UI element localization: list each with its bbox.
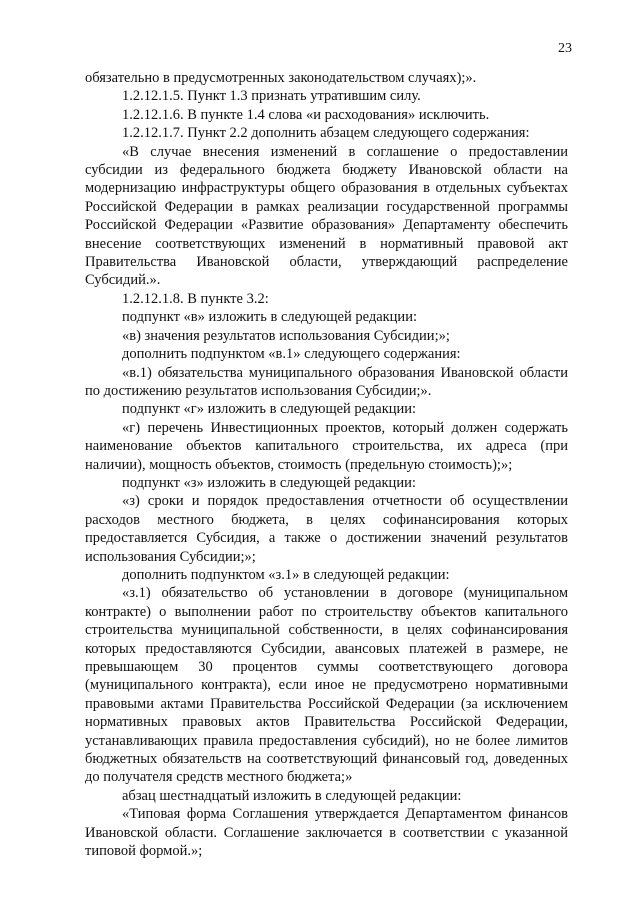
paragraph: «В случае внесения изменений в соглашение о предоставлении субсидии из федерального бюджета бюджету Ивановской области на модернизацию инфраструктуры общего образования в отдельных субъектах Российской Федерации в рамках реализации государственной программы Российской Федерации «Развитие образования» Департаменту обеспечить внесение соответствующих изменений в нормативный правовой акт Правительства Ивановской области, утверждающий распределение Субсидий.». bbox=[85, 143, 568, 289]
paragraph: обязательно в предусмотренных законодательством случаях);». bbox=[85, 70, 477, 86]
paragraph: «в.1) обязательства муниципального образования Ивановской области по достижению результатов использования Субсидии;». bbox=[85, 364, 568, 399]
paragraph: подпункт «г» изложить в следующей редакции: bbox=[122, 401, 417, 418]
paragraph: дополнить подпунктом «в.1» следующего содержания: bbox=[122, 346, 461, 363]
paragraph: 1.2.12.1.8. В пункте 3.2: bbox=[122, 290, 269, 307]
paragraph: «з.1) обязательство об установлении в договоре (муниципальном контракте) о выполнении работ по строительству объектов капитального строительства муниципальной собственности, в целях софинансирования которых предоставляются Субсидии, авансовых платежей в размере, не превышающем 30 процентов суммы соответствующего договора (муниципального контракта), если иное не предусмотрено нормативными правовыми актами Правительства Российской Федерации (за исключением нормативных правовых актов Правительства Российской Федерации, устанавливающих правила предоставления субсидий), но не более лимитов бюджетных обязательств на соответствующий финансовый год, доведенных до получателя средств местного бюджета;» bbox=[85, 585, 568, 786]
paragraph: абзац шестнадцатый изложить в следующей редакции: bbox=[122, 787, 462, 804]
page-number: 23 bbox=[558, 41, 572, 56]
paragraph: «з) сроки и порядок предоставления отчетности об осуществлении расходов местного бюджета, в целях софинансирования которых предоставляется Субсидия, а также о достижении значений результатов использования Субсидии;»; bbox=[85, 493, 568, 565]
paragraph: подпункт «з» изложить в следующей редакции: bbox=[122, 474, 416, 491]
paragraph: «г) перечень Инвестиционных проектов, который должен содержать наименование объектов капитального строительства, их адреса (при наличии), мощность объектов, стоимость (предельную стоимость);»; bbox=[85, 419, 568, 473]
paragraph: «в) значения результатов использования Субсидии;»; bbox=[122, 327, 450, 344]
document-body bbox=[85, 69, 568, 860]
paragraph: 1.2.12.1.6. В пункте 1.4 слова «и расходования» исключить. bbox=[122, 106, 490, 123]
paragraph: дополнить подпунктом «з.1» в следующей редакции: bbox=[122, 566, 450, 583]
paragraph: «Типовая форма Соглашения утверждается Департаментом финансов Ивановской области. Соглашение заключается в соответствии с указанной типовой формой.»; bbox=[85, 806, 568, 860]
paragraph: подпункт «в» изложить в следующей редакции: bbox=[122, 309, 417, 326]
paragraph: 1.2.12.1.5. Пункт 1.3 признать утратившим силу. bbox=[122, 88, 421, 105]
paragraph: 1.2.12.1.7. Пункт 2.2 дополнить абзацем следующего содержания: bbox=[122, 125, 530, 142]
